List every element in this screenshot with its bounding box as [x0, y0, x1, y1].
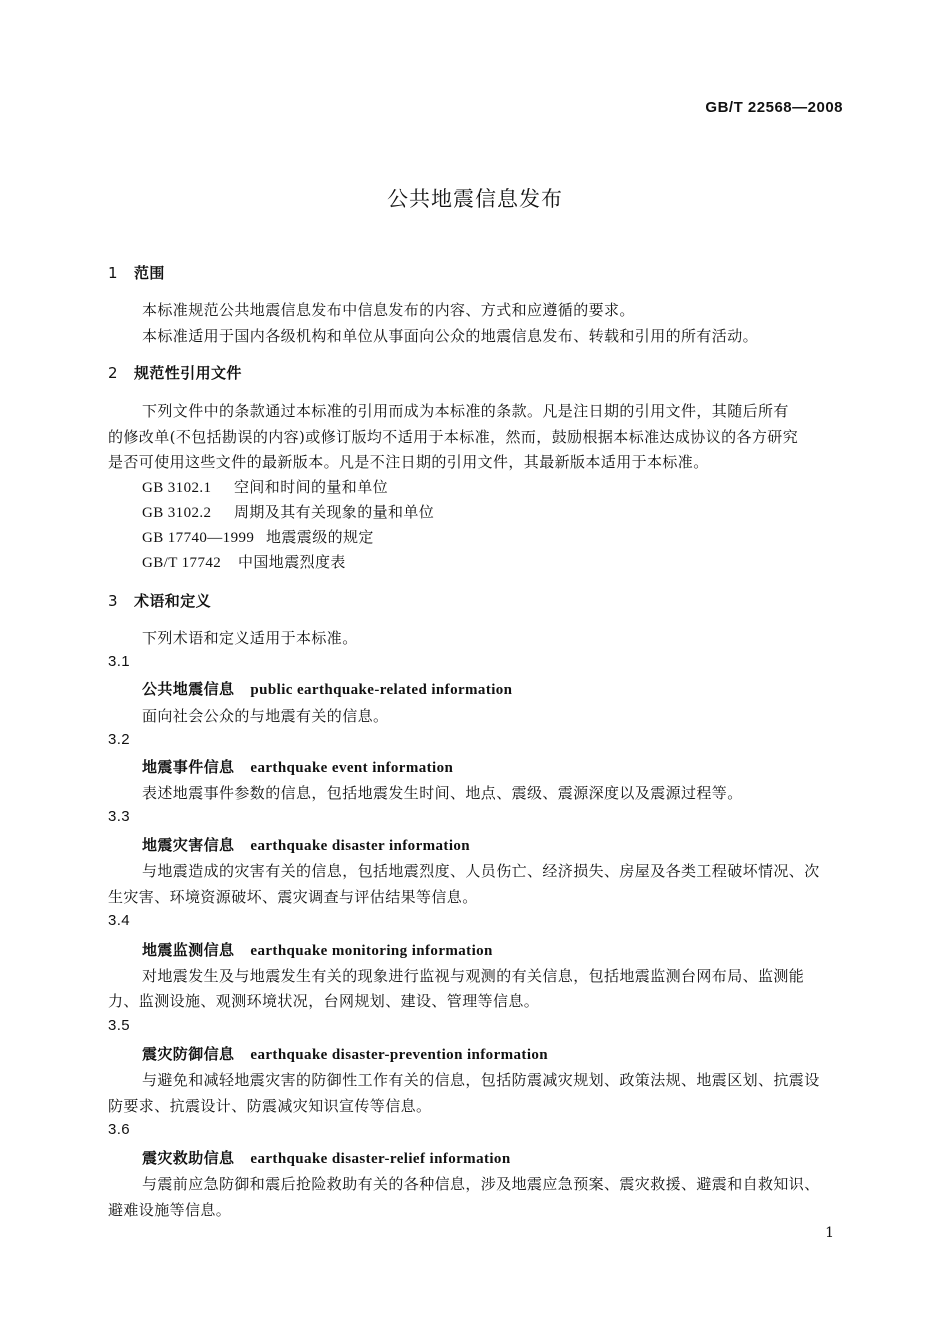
section-1-paragraph: 本标准规范公共地震信息发布中信息发布的内容、方式和应遵循的要求。 — [142, 301, 635, 319]
term-definition: 表述地震事件参数的信息，包括地震发生时间、地点、震级、震源深度以及震源过程等。 — [142, 784, 743, 802]
term-zh: 公共地震信息 — [142, 680, 235, 698]
section-number: 2 — [108, 364, 118, 382]
section-2-paragraph: 下列文件中的条款通过本标准的引用而成为本标准的条款。凡是注日期的引用文件，其随后所有 — [142, 402, 789, 420]
clause-number: 3.4 — [108, 912, 131, 929]
section-title: 范围 — [134, 264, 165, 282]
section-title: 规范性引用文件 — [134, 364, 242, 382]
term-en: earthquake monitoring information — [250, 943, 493, 959]
term-definition: 与避免和减轻地震灾害的防御性工作有关的信息，包括防震减灾规划、政策法规、地震区划、抗震设 — [142, 1071, 820, 1089]
term-heading — [142, 1147, 511, 1168]
term-zh: 地震事件信息 — [142, 758, 235, 776]
reference-item — [142, 501, 434, 522]
clause-number: 3.1 — [108, 653, 131, 670]
section-3-intro: 下列术语和定义适用于本标准。 — [142, 629, 358, 647]
term-definition: 与地震造成的灾害有关的信息，包括地震烈度、人员伤亡、经济损失、房屋及各类工程破坏情况、次 — [142, 862, 820, 880]
term-zh: 震灾防御信息 — [142, 1045, 235, 1063]
term-heading — [142, 678, 512, 699]
term-en: earthquake event information — [250, 760, 454, 776]
section-2-paragraph: 的修改单(不包括勘误的内容)或修订版均不适用于本标准，然而，鼓励根据本标准达成协议的各方研究 — [108, 428, 799, 446]
clause-number: 3.5 — [108, 1017, 131, 1034]
reference-item — [142, 526, 374, 547]
reference-item — [142, 476, 388, 497]
term-zh: 地震灾害信息 — [142, 836, 235, 854]
section-2-paragraph: 是否可使用这些文件的最新版本。凡是不注日期的引用文件，其最新版本适用于本标准。 — [108, 453, 709, 471]
page-title: 公共地震信息发布 — [387, 187, 563, 211]
section-number: 3 — [108, 592, 118, 610]
reference-item — [142, 551, 346, 572]
reference-code: GB 3102.1 — [142, 480, 212, 496]
term-en: earthquake disaster-relief information — [250, 1151, 511, 1167]
term-definition: 面向社会公众的与地震有关的信息。 — [142, 707, 389, 725]
term-definition: 与震前应急防御和震后抢险救助有关的各种信息，涉及地震应急预案、震灾救援、避震和自救知识、 — [142, 1175, 820, 1193]
term-heading — [142, 834, 470, 855]
reference-title: 周期及其有关现象的量和单位 — [234, 503, 435, 521]
section-3-heading — [108, 590, 211, 611]
term-heading — [142, 1043, 548, 1064]
term-definition: 防要求、抗震设计、防震减灾知识宣传等信息。 — [108, 1097, 432, 1115]
standard-code: GB/T 22568—2008 — [705, 99, 843, 116]
page-number: 1 — [825, 1225, 834, 1241]
reference-code: GB 17740—1999 — [142, 530, 255, 546]
reference-code: GB 3102.2 — [142, 505, 212, 521]
reference-title: 空间和时间的量和单位 — [234, 478, 389, 496]
clause-number: 3.3 — [108, 808, 131, 825]
term-zh: 震灾救助信息 — [142, 1149, 235, 1167]
term-zh: 地震监测信息 — [142, 941, 235, 959]
reference-title: 地震震级的规定 — [266, 528, 374, 546]
term-heading — [142, 939, 493, 960]
term-definition: 避难设施等信息。 — [108, 1201, 232, 1219]
term-en: earthquake disaster-prevention information — [250, 1047, 549, 1063]
section-title: 术语和定义 — [134, 592, 212, 610]
term-en: public earthquake-related information — [250, 682, 513, 698]
term-definition: 力、监测设施、观测环境状况，台网规划、建设、管理等信息。 — [108, 992, 540, 1010]
clause-number: 3.2 — [108, 731, 131, 748]
term-heading — [142, 756, 453, 777]
term-en: earthquake disaster information — [250, 838, 471, 854]
reference-code: GB/T 17742 — [142, 555, 222, 571]
reference-title: 中国地震烈度表 — [238, 553, 346, 571]
section-2-heading — [108, 362, 242, 383]
clause-number: 3.6 — [108, 1121, 131, 1138]
section-number: 1 — [108, 264, 118, 282]
section-1-paragraph: 本标准适用于国内各级机构和单位从事面向公众的地震信息发布、转载和引用的所有活动。 — [142, 327, 759, 345]
term-definition: 对地震发生及与地震发生有关的现象进行监视与观测的有关信息，包括地震监测台网布局、监测能 — [142, 967, 805, 985]
section-1-heading — [108, 262, 165, 283]
term-definition: 生灾害、环境资源破坏、震灾调查与评估结果等信息。 — [108, 888, 478, 906]
